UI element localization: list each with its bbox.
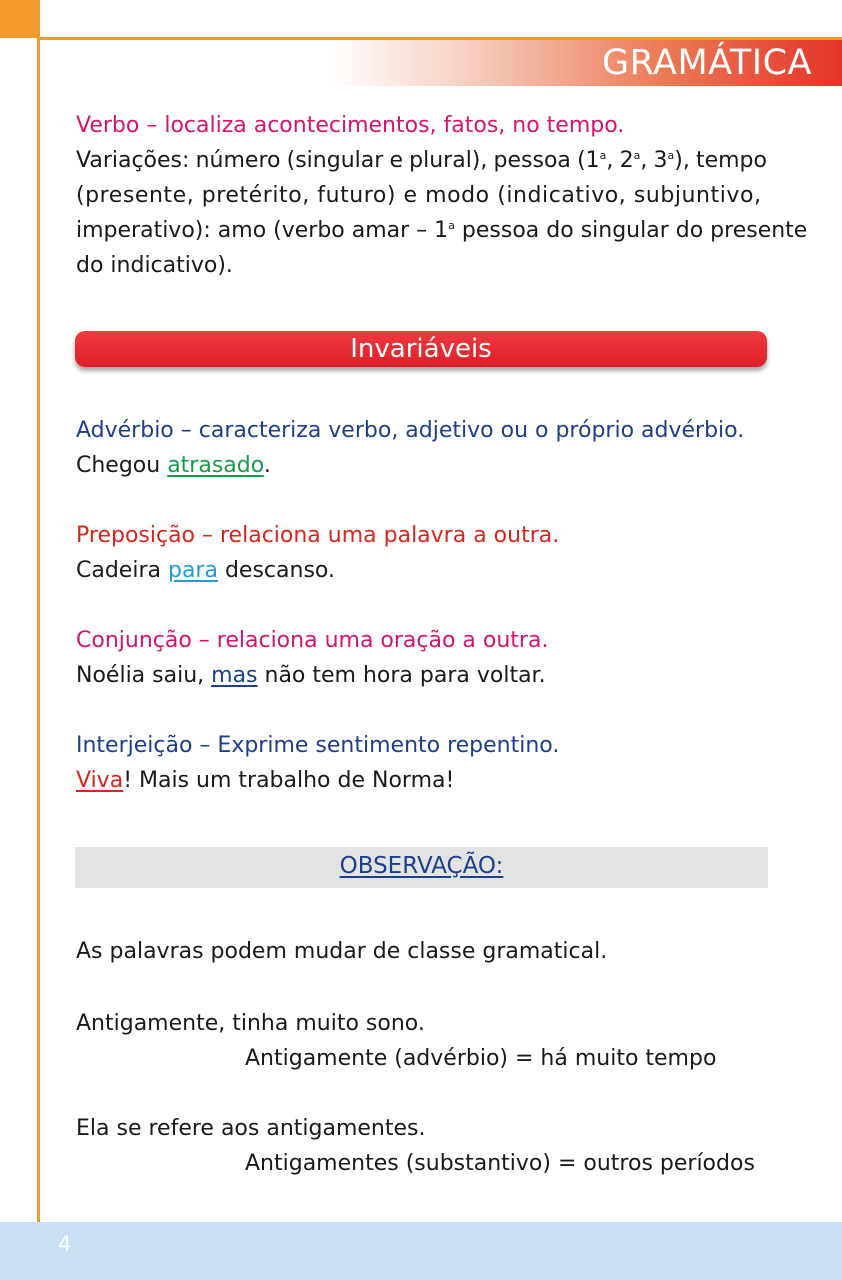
- ordinal-indicator: a: [667, 149, 675, 162]
- text-run: pessoa do singular do presente: [454, 218, 808, 243]
- word: pessoa: [493, 148, 571, 173]
- header-title: GRAMÁTICA: [602, 43, 812, 83]
- text-run: Noélia saiu,: [76, 663, 212, 688]
- observacao-title: OBSERVAÇÃO:: [339, 853, 504, 879]
- interjeicao-example: [76, 763, 454, 798]
- text-run: não tem hora para voltar.: [257, 663, 546, 688]
- left-rule: [37, 0, 40, 1222]
- word: e: [389, 148, 403, 173]
- word: [620, 143, 648, 178]
- verbo-line-1: [76, 143, 767, 178]
- header-band: [330, 40, 842, 86]
- conjuncao-example: [76, 658, 546, 693]
- observacao-example-1: Antigamente, tinha muito sono.: [76, 1011, 425, 1036]
- section-header-invariaveis: Invariáveis: [75, 331, 767, 367]
- word: [577, 143, 613, 178]
- text-run: .: [263, 453, 271, 478]
- word-part: ,: [606, 148, 614, 173]
- observacao-intro: As palavras podem mudar de classe gramatical.: [76, 939, 608, 964]
- text-run: ! Mais um trabalho de Norma!: [123, 768, 455, 793]
- highlighted-word: Viva: [76, 768, 124, 793]
- highlighted-word: mas: [211, 663, 258, 688]
- word: Variações:: [76, 148, 190, 173]
- word-part: (1: [577, 148, 600, 173]
- word-part: ),: [674, 148, 690, 173]
- conjuncao-definition: Conjunção – relaciona uma oração a outra.: [76, 628, 549, 653]
- text-run: Cadeira: [76, 558, 168, 583]
- verbo-line-3: [76, 213, 807, 248]
- observacao-explanation-1: Antigamente (advérbio) = há muito tempo: [245, 1046, 717, 1071]
- verbo-line-4: do indicativo).: [76, 253, 233, 278]
- text-run: Chegou: [76, 453, 168, 478]
- word-part: ,: [640, 148, 648, 173]
- adverbio-definition: Advérbio – caracteriza verbo, adjetivo ou o próprio advérbio.: [76, 418, 745, 443]
- corner-square: [0, 0, 38, 38]
- page-number: 4: [58, 1232, 72, 1256]
- verbo-line-2: (presente, pretérito, futuro) e modo (indicativo, subjuntivo,: [76, 183, 762, 208]
- footer-band: [0, 1222, 842, 1280]
- observacao-example-2: Ela se refere aos antigamentes.: [76, 1116, 426, 1141]
- word-part: 3: [653, 148, 668, 173]
- preposicao-definition: Preposição – relaciona uma palavra a outra.: [76, 523, 560, 548]
- text-run: imperativo): amo (verbo amar – 1: [76, 218, 449, 243]
- word: [653, 143, 689, 178]
- ordinal-indicator: a: [448, 219, 455, 232]
- word: plural),: [409, 148, 488, 173]
- observacao-explanation-2: Antigamentes (substantivo) = outros períodos: [245, 1151, 755, 1176]
- interjeicao-definition: Interjeição – Exprime sentimento repentino.: [76, 733, 560, 758]
- preposicao-example: [76, 553, 335, 588]
- word-part: 2: [619, 148, 634, 173]
- highlighted-word: atrasado: [167, 453, 264, 478]
- adverbio-example: [76, 448, 271, 483]
- word: (singular: [286, 148, 384, 173]
- text-run: descanso.: [217, 558, 335, 583]
- ordinal-indicator: a: [599, 149, 607, 162]
- word: número: [195, 148, 281, 173]
- observacao-box: [75, 847, 768, 888]
- word: tempo: [695, 148, 767, 173]
- highlighted-word: para: [167, 558, 218, 583]
- ordinal-indicator: a: [633, 149, 641, 162]
- verbo-heading: Verbo – localiza acontecimentos, fatos, no tempo.: [76, 113, 625, 138]
